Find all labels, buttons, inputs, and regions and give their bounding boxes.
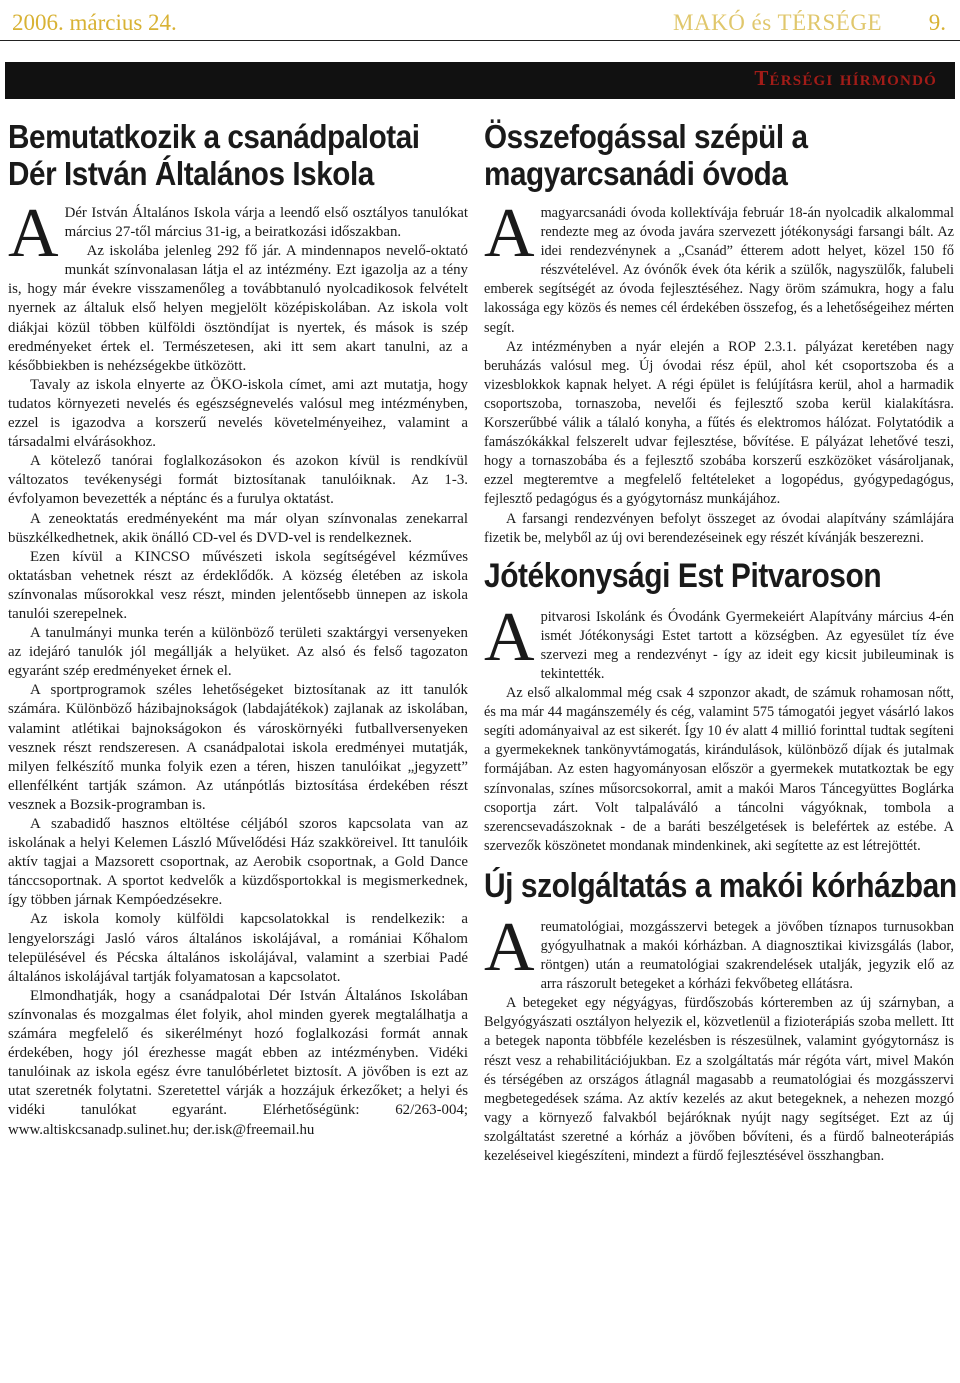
paragraph: Tavaly az iskola elnyerte az ÖKO-iskola címet, ami azt mutatja, hogy tudatos környezeti nevelés és egészségnevelés valósul meg intézményben, ezzel is igazodva a korszerű nevelés követelményeihez, valamint a társadalmi elvárásokhoz. bbox=[8, 376, 468, 451]
article-title: Bemutatkozik a csanádpalotai Dér István Általános Iskola bbox=[8, 118, 420, 192]
article-body bbox=[8, 195, 468, 1140]
article-body bbox=[484, 908, 954, 1166]
drop-cap: A bbox=[484, 908, 535, 986]
drop-cap: A bbox=[8, 195, 59, 272]
paragraph: A szabadidő hasznos eltöltése céljából szoros kapcsolata van az iskolának a helyi Kelemen László Művelődési Ház szakköreivel. Itt tanulóik aktív tagjai a Mazsorett csoportnak, az Aerobik csoportnak, a Gold Dance tánccsoportnak. A sportot kedvelők a küzdősportokkal is megismerkednek, így többen járnak Kempóedzésekre. bbox=[8, 816, 468, 909]
paragraph: Ezen kívül a KINCSO művészeti iskola segítségével kézműves oktatásban vehetnek részt az érdeklődők. A község életében az iskola színvonalas műsorokkal vesz részt, minden jelentősebb ünnepen az iskola tanulói szerepelnek. bbox=[8, 548, 468, 622]
paragraph: Az első alkalommal még csak 4 szponzor akadt, de számuk rohamosan nőtt, és ma már 44 magánszemély és cég, valamint 575 támogatói jegyet vásárló lakos segíti adományaival az est sikerét. Így 10 év alatt 4 millió forinttal tudtak segíteni a gyermekeknek tankönyvtámogatás, kirándulások, különböző díjak és jutalmak formájában. Az esten hagyományosan először a gyermekek mutatkoztak be egy színvonalas, színes műsorcsokorral, amit a makói Maros Táncegyüttes Boglárka csoportja zárt. Volt talpaláváló a táncolni vágyóknak, tombola a szerencsevadászoknak - de a baráti beszélgetések is belefértek az estébe. A szervezők köszönetet mondanak mindenkinek, aki segítette az est létrejöttét. bbox=[484, 685, 954, 854]
article-title: Összefogással szépül a magyarcsanádi óvoda bbox=[484, 118, 808, 192]
newspaper-name: MAKÓ és TÉRSÉGE bbox=[673, 10, 882, 35]
paragraph: A betegeket egy négyágyas, fürdőszobás kórteremben az új szárnyban, a Belgyógyászati osztályon helyezik el, közvetlenül a fizioterápiás szoba mellett. Itt a betegek naponta többféle kezelésben is részesülnek, valamint gyógytornász is részt vesz a rehabilitációjukban. Ez a szolgáltatás már régóta várt, mivel Makón és térségében az országos átlagnál magasabb a reumatológiai és mozgásszervi megbetegedések száma. Az aktív kezelés az akut betegeknek, a nehezen mozgó vagy a környező falvakból bejáróknak nyújt nagy segítséget. Ezt az új szolgáltatást szeretné a kórház a jövőben bővíteni, és a fürdő balneoterápiás kezeléseivel kiegészíteni, mindezt a fürdő fejlesztésével összhangban. bbox=[484, 995, 954, 1165]
right-column bbox=[484, 112, 957, 1166]
paragraph: Elmondhatják, hogy a csanádpalotai Dér István Általános Iskolában színvonalas és mozgalmas élet folyik, ahol minden gyerek megtalálhatja a számára megfelelő és sikerélményt hozó foglalkozási formát annak érdekében, hogy jól érezhesse magát ebben az intézményben. Vidéki tanulóinak az iskola egész évre tanulóbérletet biztosít. A jövőben is ezt az utat szeretnék folytatni. Szeretettel várják a hozzájuk érkezőket; a helyi és vidéki tanulókat egyaránt. Elérhetőségünk: 62/263-004; www.altiskcsanadp.sulinet.hu; der.isk@freemail.hu bbox=[8, 987, 468, 1138]
section-label: Térségi hírmondó bbox=[754, 66, 937, 90]
article-lead: Amagyarcsanádi óvoda kollektívája február 18-án nyolcadik alkalommal rendezte meg az óvoda javára szervezett jótékonysági farsangi bált. Az idei rendezvénynek a „Csanád” étterem adott helyet, közel 150 fő részvételével. Az óvónők évek óta kérik a szülők, nagyszülők, falubeli emberek segítségét az óvoda fejlesztéséhez. Nagy öröm számukra, hogy a falu lakossága egy közös és nemes cél érdekében összefog, és a lehetőségeihez mérten segít. bbox=[484, 195, 954, 336]
paragraph: A kötelező tanórai foglalkozásokon és azokon kívül is rendkívül változatos tevékenységi formát biztosítanak tanulóiknak. Az 1-3. évfolyamon bevezették a néptánc és a furulya oktatást. bbox=[8, 453, 468, 508]
paragraph: A sportprogramok széles lehetőségeket biztosítanak az itt tanulók számára. Különböző házibajnokságok (labdajátékok) zajlanak az iskolában, valamint atlétikai bajnokságokon és városkörnyéki futballversenyeken vesznek részt rendszeresen. A csanádpalotai iskola eredményei mutatják, milyen felkészítő munka folyik ezen a téren, hiszen tanulóikat „jegyzett” ellenfélként tartják számon. Az utánpótlás biztosítása érdekében részt vesznek a Bozsik-programban is. bbox=[8, 682, 468, 813]
drop-cap: A bbox=[484, 195, 535, 272]
article-body bbox=[484, 195, 954, 548]
paragraph: A tanulmányi munka terén a különböző területi szaktárgyi versenyeken az idejáró tanulók jól megállják a helyüket. Az alsó és felső tagozaton egyaránt szép eredményeket érnek el. bbox=[8, 625, 468, 680]
left-column bbox=[8, 112, 468, 1140]
drop-cap: A bbox=[484, 598, 535, 676]
paragraph: Az iskolába jelenleg 292 fő jár. A mindennapos nevelő-oktató munkát színvonalasan látja el az intézmény. Ezt igazolja az a tény is, hogy már évekre visszamenőleg a továbbtanuló nyolcadikosok felvételt nyernek az általuk első helyen megjelölt középiskolában. Az iskola volt diákjai közül többen külföldi ösztöndíjat is nyertek, és mások is szép eredményeket értek el. Természetesen, aki itt sem akart tanulni, az a későbbiekben is nehézségekbe ütközött. bbox=[8, 243, 468, 374]
article-lead: A Dér István Általános Iskola várja a leendő első osztályos tanulókat március 27-től március 31-ig, a beiratkozási időszakban. bbox=[8, 195, 468, 272]
paragraph: A farsangi rendezvényen befolyt összeget az óvodai alapítvány számlájára fizetik be, melyből az új ovi berendezéseinek egy részét kívánják beszerezni. bbox=[484, 510, 954, 546]
issue-date: 2006. március 24. bbox=[12, 10, 177, 35]
page-header bbox=[0, 0, 960, 41]
paragraph: A zeneoktatás eredményeként ma már olyan színvonalas zenekarral büszkélkedhetnek, akik önálló CD-vel és DVD-vel is rendelkeznek. bbox=[8, 510, 468, 546]
section-band bbox=[5, 62, 955, 99]
page-number: 9. bbox=[928, 10, 946, 35]
article-title: Új szolgáltatás a makói kórházban bbox=[484, 866, 957, 905]
paragraph: Az intézményben a nyár elején a ROP 2.3.1. pályázat keretében nagy beruházás valósul meg. Új óvodai rész épül, ahol két csoportszoba és a vizesblokkok kapnak helyet. A régi épület is felújításra kerül, ahol a harmadik csoportszoba, tornaszoba, nevelői és fejlesztő szoba kerül kialakításra. Korszerűbbé válik a tálaló konyha, a fűtés és elektromos hálózat. Folytatódik a famászókákkal felszerelt udvar fejlesztése, bővítése. E pályázat lehetővé teszi, hogy a tornaszobába és a fejlesztő szobába korszerű eszközöket vásároljanak, ezzel megteremtve a megfelelő feltételeket a logopédus, gyógypedagógus, fejlesztő pedagógus és a gyógytornász munkájához. bbox=[484, 338, 954, 508]
article-title: Jótékonysági Est Pitvaroson bbox=[484, 556, 882, 595]
article-lead: Areumatológiai, mozgásszervi betegek a jövőben tíznapos turnusokban gyógyulhatnak a makói kórházban. A diagnosztikai kivizsgálás (labor, röntgen) után a reumatológiai szakrendelések utalják, jegyzik elő az arra rászorult betegeket a kórházi fekvőbeteg ellátásra. bbox=[484, 908, 954, 993]
article-body bbox=[484, 598, 954, 856]
article-lead: Apitvarosi Iskolánk és Óvodánk Gyermekeiért Alapítvány március 4-én ismét Jótékonysági Estet tartott a községben. Az egyesület tíz éve szervezi meg a rendezvényt - így az ideit egy kicsit jubileuminak is tekintették. bbox=[484, 598, 954, 682]
paragraph: Az iskola komoly külföldi kapcsolatokkal is rendelkezik: a lengyelországi Jasló város általános iskolájával, a romániai Kőhalom településével és Pécska általános iskolájával, valamint a szerbiai Padé általános iskolájával tartják folyamatosan a kapcsolatot. bbox=[8, 911, 468, 985]
